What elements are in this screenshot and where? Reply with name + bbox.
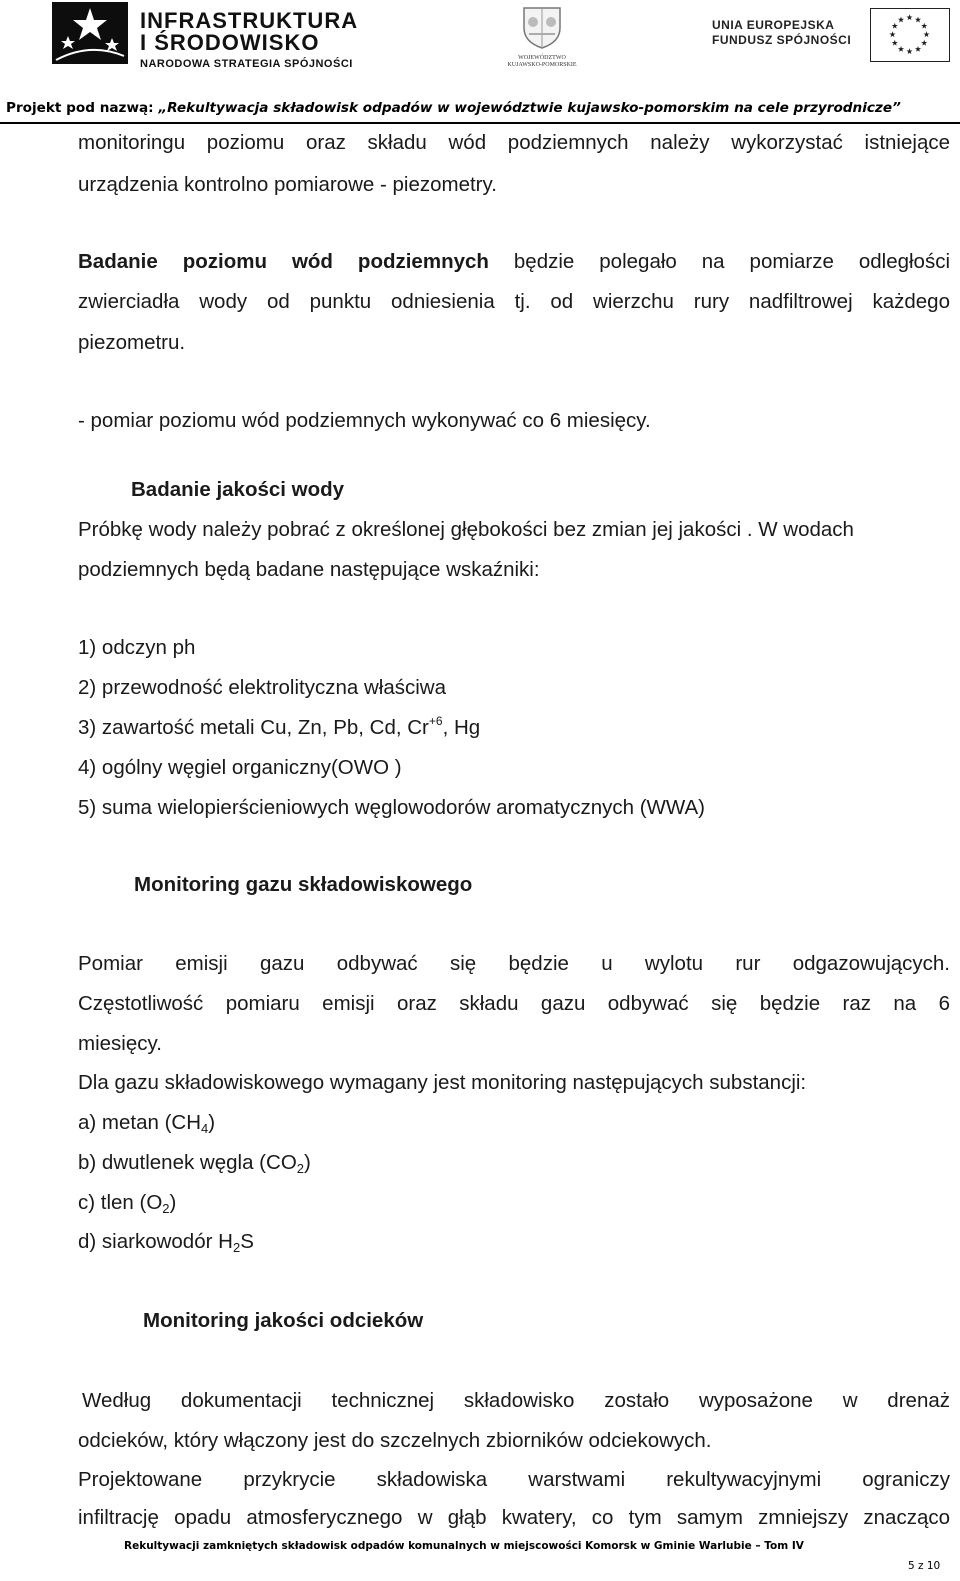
section-heading-gas: Monitoring gazu składowiskowego xyxy=(134,873,473,896)
infrastruktura-logo xyxy=(52,2,374,70)
text-span: c) tlen (O xyxy=(78,1191,163,1214)
paragraph-line: Częstotliwość pomiaru emisji oraz składu gazu odbywać się będzie raz na 6 xyxy=(78,992,950,1015)
list-item: 1) odczyn ph xyxy=(78,636,196,659)
section-heading-water-quality: Badanie jakości wody xyxy=(131,478,345,501)
text-span: , Hg xyxy=(442,716,481,739)
paragraph-line: zwierciadła wody od punktu odniesienia tj. od wierzchu rury nadfiltrowej każdego xyxy=(78,290,950,313)
list-item: 5) suma wielopierścieniowych węglowodorów aromatycznych (WWA) xyxy=(78,796,705,819)
project-title: „Rekultywacja składowisk odpadów w województwie kujawsko-pomorskim na cele przyrodnicze” xyxy=(158,100,901,116)
text-span: d) siarkowodór H xyxy=(78,1230,233,1253)
kujawsko-pomorskie-crest xyxy=(496,4,588,70)
eu-star-icon xyxy=(915,46,921,52)
star-logo-icon xyxy=(52,2,128,64)
header-divider xyxy=(0,122,960,124)
eu-star-icon xyxy=(915,17,921,23)
list-item xyxy=(78,1111,215,1135)
crest-line1: WOJEWÓDZTWO xyxy=(518,55,566,61)
text-span: b) dwutlenek węgla (CO xyxy=(78,1151,297,1174)
logo-left-line1: INFRASTRUKTURA xyxy=(140,8,359,33)
eu-star-icon xyxy=(923,31,929,37)
page-header xyxy=(0,0,960,128)
paragraph-line: odcieków, który włączony jest do szczelnych zbiorników odciekowych. xyxy=(78,1429,712,1452)
subscript: 4 xyxy=(201,1121,209,1136)
subscript: 2 xyxy=(296,1161,304,1176)
paragraph-line: Według dokumentacji technicznej składowisko zostało wyposażone w drenaż xyxy=(82,1389,950,1412)
logo-left-line2: I ŚRODOWISKO xyxy=(140,30,320,55)
paragraph-line: monitoringu poziomu oraz składu wód podziemnych należy wykorzystać istniejące xyxy=(78,131,950,154)
logo-left-line3: NARODOWA STRATEGIA SPÓJNOŚCI xyxy=(140,58,353,70)
eu-fund-logo xyxy=(712,8,952,64)
paragraph-line: Projektowane przykrycie składowiska warstwami rekultywacyjnymi ograniczy xyxy=(78,1468,950,1491)
paragraph-line: urządzenia kontrolno pomiarowe - piezometry. xyxy=(78,173,497,196)
text-span: a) metan (CH xyxy=(78,1111,202,1134)
text-span: 3) zawartość metali Cu, Zn, Pb, Cd, Cr xyxy=(78,716,429,739)
eu-star-icon xyxy=(921,23,927,29)
eu-star-icon xyxy=(889,31,895,37)
project-prefix: Projekt pod nazwą: xyxy=(6,100,159,116)
paragraph-line: Próbkę wody należy pobrać z określonej głębokości bez zmian jej jakości . W wodach xyxy=(78,518,854,541)
crest-line2: KUJAWSKO-POMORSKIE xyxy=(507,62,577,68)
list-item xyxy=(78,1191,176,1215)
paragraph-line: infiltrację opadu atmosferycznego w głąb kwatery, co tym samym zmniejszy znacząco xyxy=(78,1506,950,1529)
eu-star-icon xyxy=(892,23,898,29)
text-span: S xyxy=(240,1230,254,1253)
eu-star-icon xyxy=(892,40,898,46)
eu-star-icon xyxy=(906,48,912,54)
paragraph-line: piezometru. xyxy=(78,331,186,354)
text-span: ) xyxy=(169,1191,177,1214)
eu-star-icon xyxy=(921,40,927,46)
list-item xyxy=(78,1151,311,1175)
footer-text: Rekultywacji zamkniętych składowisk odpadów komunalnych w miejscowości Komorsk w Gminie Warlubie – Tom IV xyxy=(124,1540,804,1552)
list-item xyxy=(78,716,480,740)
paragraph-line: - pomiar poziomu wód podziemnych wykonywać co 6 miesięcy. xyxy=(78,409,651,432)
crest-icon xyxy=(519,4,565,50)
eu-star-icon xyxy=(898,17,904,23)
eu-star-icon xyxy=(898,46,904,52)
paragraph-line: podziemnych będą badane następujące wskaźniki: xyxy=(78,558,540,581)
subscript: 2 xyxy=(162,1201,170,1216)
eu-logo-line2: FUNDUSZ SPÓJNOŚCI xyxy=(712,33,852,47)
paragraph-line: miesięcy. xyxy=(78,1032,162,1055)
eu-logo-line1: UNIA EUROPEJSKA xyxy=(712,18,835,32)
project-name-line xyxy=(6,100,956,116)
eu-star-icon xyxy=(906,14,912,20)
page-number: 5 z 10 xyxy=(908,1560,941,1572)
paragraph-line: Pomiar emisji gazu odbywać się będzie u wylotu rur odgazowujących. xyxy=(78,952,950,975)
subscript: 2 xyxy=(232,1240,241,1255)
eu-flag-icon xyxy=(870,8,950,62)
paragraph-line: Dla gazu składowiskowego wymagany jest monitoring następujących substancji: xyxy=(78,1071,807,1094)
paragraph-line xyxy=(78,250,950,274)
list-item xyxy=(78,1230,254,1254)
section-heading-leachate: Monitoring jakości odcieków xyxy=(143,1309,424,1332)
text-span: ) xyxy=(208,1111,216,1134)
superscript: +6 xyxy=(428,714,443,728)
list-item: 4) ogólny węgiel organiczny(OWO ) xyxy=(78,756,402,779)
text-span: ) xyxy=(304,1151,311,1174)
text-span: będzie polegało na pomiarze odległości xyxy=(488,250,951,273)
bold-phrase: Badanie poziomu wód podziemnych xyxy=(78,250,489,273)
list-item: 2) przewodność elektrolityczna właściwa xyxy=(78,676,447,699)
